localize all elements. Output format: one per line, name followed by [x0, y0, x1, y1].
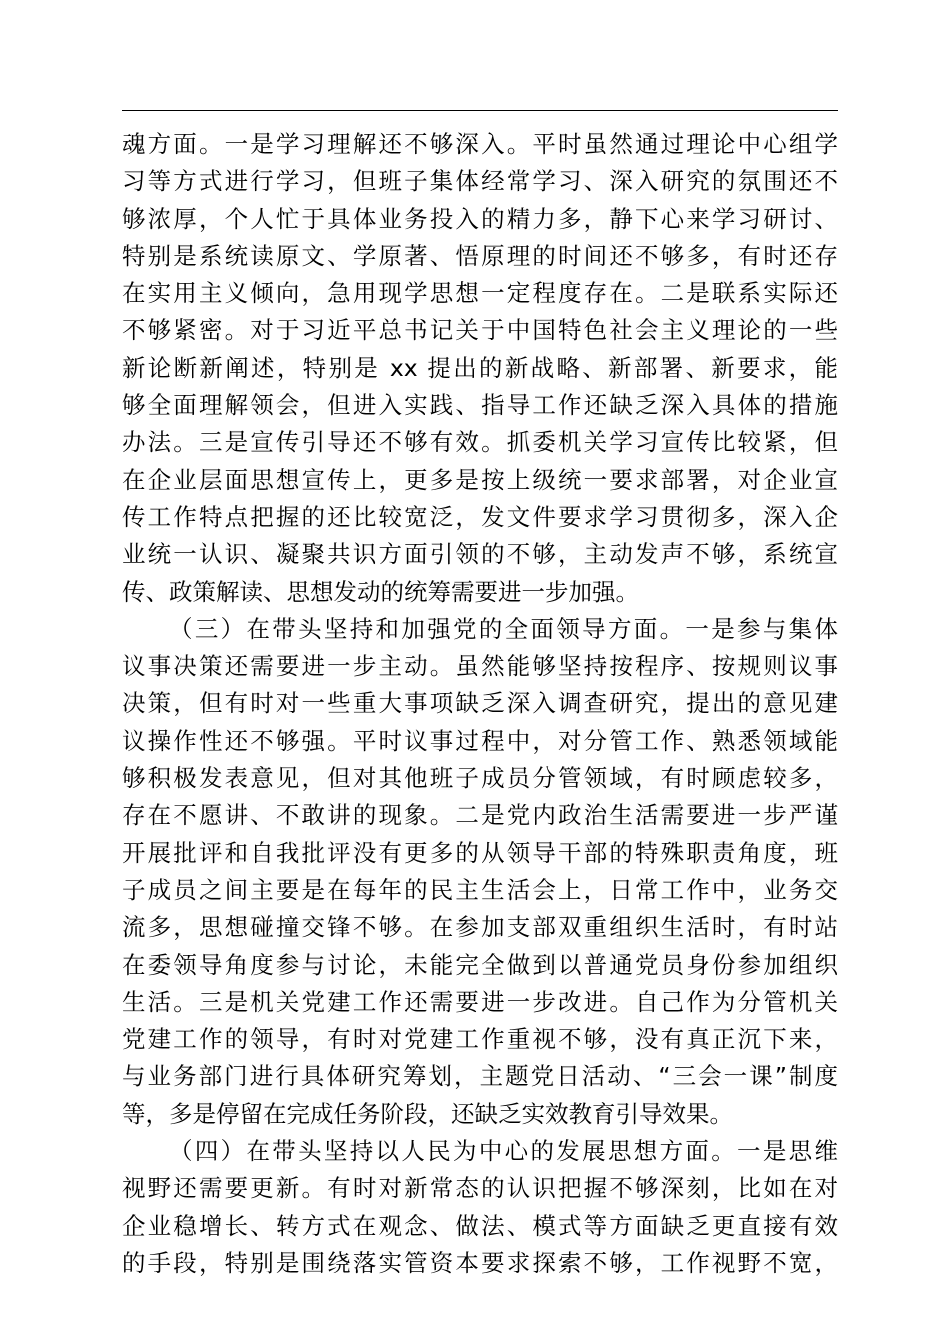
text-line: 决策，但有时对一些重大事项缺乏深入调查研究，提出的意见建: [122, 689, 838, 718]
text-line: 的手段，特别是围绕落实管资本要求探索不够，工作视野不宽，: [122, 1248, 838, 1277]
text-line: 够全面理解领会，但进入实践、指导工作还缺乏深入具体的措施: [122, 391, 838, 420]
section-heading-line: （三）在带头坚持和加强党的全面领导方面。一是参与集体: [169, 614, 838, 643]
text-line: 议操作性还不够强。平时议事过程中，对分管工作、熟悉领域能: [122, 726, 838, 755]
text-line: 传工作特点把握的还比较宽泛，发文件要求学习贯彻多，深入企: [122, 502, 838, 531]
text-line: 在企业层面思想宣传上，更多是按上级统一要求部署，对企业宣: [122, 465, 838, 494]
text-line: 与业务部门进行具体研究筹划，主题党日活动、“三会一课”制度: [122, 1062, 838, 1091]
text-line: 新论断新阐述，特别是 xx 提出的新战略、新部署、新要求，能: [122, 353, 838, 382]
text-line: 党建工作的领导，有时对党建工作重视不够，没有真正沉下来，: [122, 1025, 838, 1054]
text-line: 存在不愿讲、不敢讲的现象。二是党内政治生活需要进一步严谨: [122, 801, 838, 830]
text-line: 魂方面。一是学习理解还不够深入。平时虽然通过理论中心组学: [122, 130, 838, 158]
section-heading-line: （四）在带头坚持以人民为中心的发展思想方面。一是思维: [169, 1137, 838, 1166]
text-line: 开展批评和自我批评没有更多的从领导干部的特殊职责角度，班: [122, 838, 838, 867]
text-line: 业统一认识、凝聚共识方面引领的不够，主动发声不够，系统宣: [122, 540, 838, 569]
text-line: 子成员之间主要是在每年的民主生活会上，日常工作中，业务交: [122, 875, 838, 904]
text-line: 在委领导角度参与讨论，未能完全做到以普通党员身份参加组织: [122, 950, 838, 979]
text-line: 议事决策还需要进一步主动。虽然能够坚持按程序、按规则议事: [122, 652, 838, 681]
text-line: 企业稳增长、转方式在观念、做法、模式等方面缺乏更直接有效: [122, 1211, 838, 1240]
text-line: 传、政策解读、思想发动的统筹需要进一步加强。: [122, 577, 639, 606]
text-line: 不够紧密。对于习近平总书记关于中国特色社会主义理论的一些: [122, 316, 838, 345]
text-line: 习等方式进行学习，但班子集体经常学习、深入研究的氛围还不: [122, 167, 838, 196]
text-line: 够积极发表意见，但对其他班子成员分管领域，有时顾虑较多，: [122, 764, 838, 793]
document-body: [122, 126, 838, 1282]
text-line: 生活。三是机关党建工作还需要进一步改进。自己作为分管机关: [122, 987, 838, 1016]
text-line: 流多，思想碰撞交锋不够。在参加支部双重组织生活时，有时站: [122, 913, 838, 942]
text-line: 在实用主义倾向，急用现学思想一定程度存在。二是联系实际还: [122, 279, 838, 308]
text-line: 视野还需要更新。有时对新常态的认识把握不够深刻，比如在对: [122, 1174, 838, 1203]
text-line: 等，多是停留在完成任务阶段，还缺乏实效教育引导效果。: [122, 1099, 733, 1128]
text-line: 办法。三是宣传引导还不够有效。抓委机关学习宣传比较紧，但: [122, 428, 838, 457]
text-line: 够浓厚，个人忙于具体业务投入的精力多，静下心来学习研讨、: [122, 204, 838, 233]
text-line: 特别是系统读原文、学原著、悟原理的时间还不够多，有时还存: [122, 241, 838, 270]
header-rule: [122, 110, 838, 111]
